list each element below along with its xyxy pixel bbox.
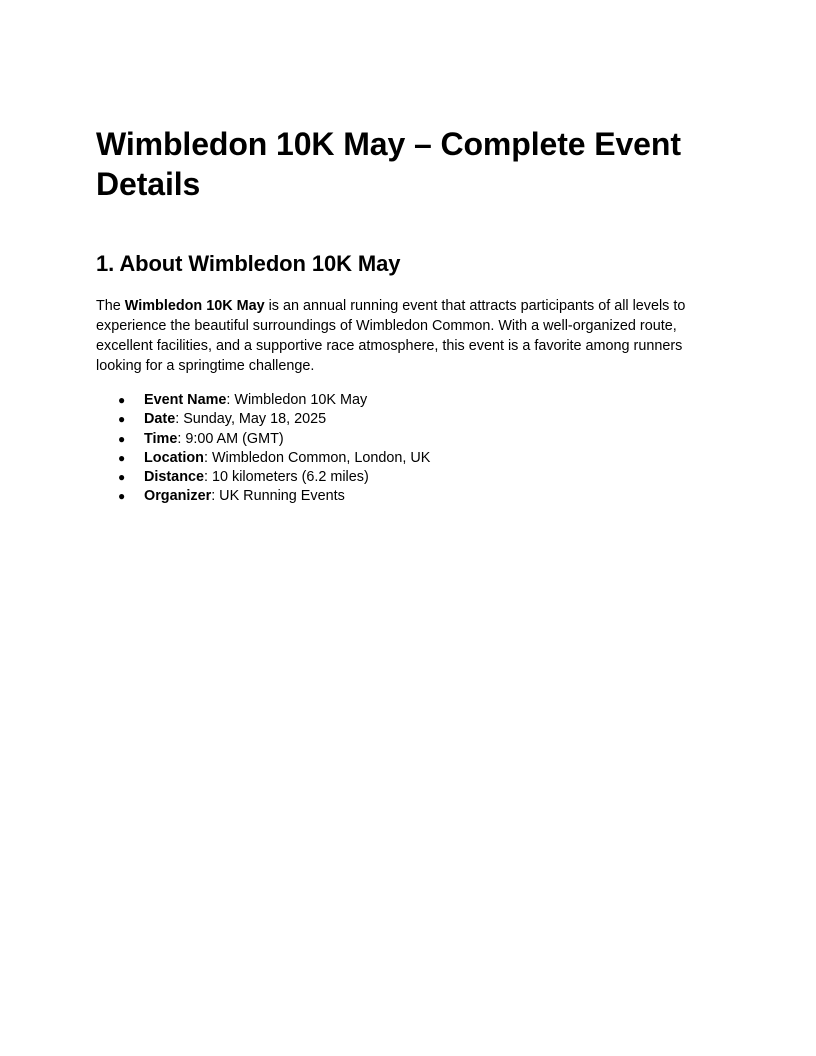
detail-label: Event Name (144, 392, 227, 408)
detail-value: : Sunday, May 18, 2025 (175, 411, 327, 428)
detail-value: : 9:00 AM (GMT) (177, 430, 284, 447)
intro-body: is an annual running event that attracts participants of all levels to experience the beautiful surroundings of Wimbledon Common. With a well-organized route, excellent facilities, and a supportive race atmosphere, this event is a favorite among runners looking for a springtime challenge. (96, 298, 686, 374)
detail-value: : Wimbledon Common, London, UK (203, 449, 431, 466)
list-item-event-name (96, 391, 720, 410)
detail-label: Time (144, 430, 178, 447)
detail-value: : 10 kilometers (6.2 miles) (204, 469, 369, 486)
detail-label: Date (144, 411, 176, 428)
detail-label: Organizer (144, 488, 212, 505)
section-heading-about: 1. About Wimbledon 10K May (96, 251, 401, 276)
document-page (96, 124, 720, 507)
detail-label: Distance (144, 469, 204, 486)
detail-label: Location (144, 449, 204, 466)
bullet-icon: ● (118, 412, 126, 427)
document-title: Wimbledon 10K May – Complete Event Details (96, 126, 681, 202)
list-item-organizer (96, 487, 720, 506)
bullet-icon: ● (118, 470, 126, 485)
bullet-icon: ● (118, 450, 126, 465)
bullet-icon: ● (118, 393, 126, 407)
detail-value: : Wimbledon 10K May (226, 392, 368, 408)
event-details-list (96, 391, 720, 507)
intro-paragraph (96, 296, 714, 376)
list-item-location (96, 449, 720, 468)
list-item-distance (96, 468, 720, 487)
intro-event-name: Wimbledon 10K May (124, 298, 265, 314)
list-item-date (96, 410, 720, 429)
detail-value: : UK Running Events (211, 488, 345, 505)
bullet-icon: ● (118, 431, 126, 446)
list-item-time (96, 430, 720, 449)
bullet-icon: ● (118, 489, 126, 504)
intro-prefix: The (96, 298, 125, 314)
